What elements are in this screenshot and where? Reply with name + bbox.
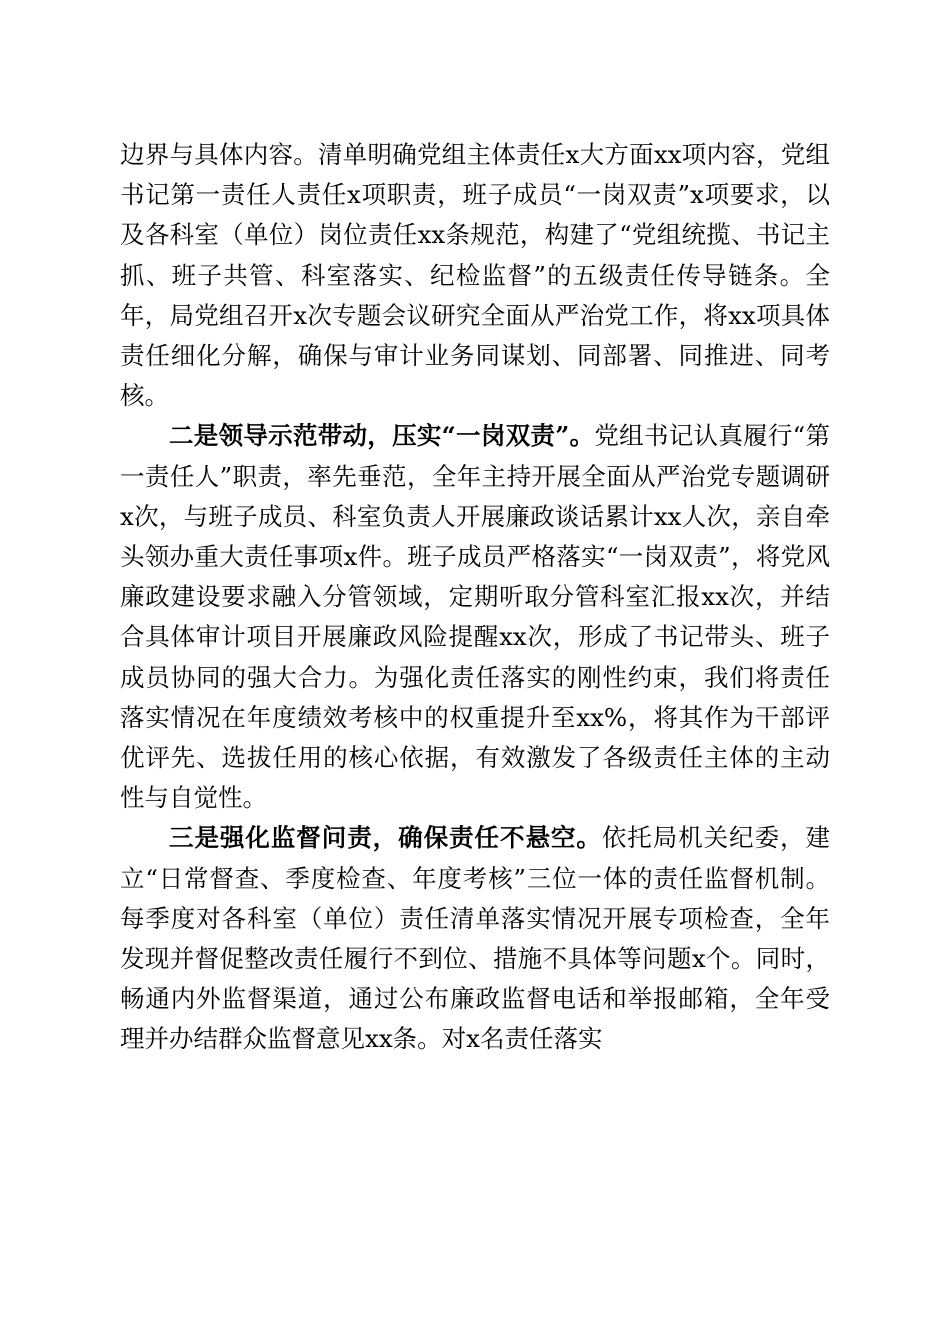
paragraph-3-lead: 三是强化监督问责，确保责任不悬空。 xyxy=(169,823,602,853)
paragraph-leadership-example xyxy=(120,416,830,818)
paragraph-1-text: 边界与具体内容。清单明确党组主体责任x大方面xx项内容，党组书记第一责任人责任x项职责，班子成员“一岗双责”x项要求，以及各科室（单位）岗位责任xx条规范，构建了“党组统揽、书记主抓、班子共管、科室落实、纪检监督”的五级责任传导链条。全年，局党组召开x次专题会议研究全面从严治党工作，将xx项具体责任细化分解，确保与审计业务同谋划、同部署、同推进、同考核。 xyxy=(120,140,830,411)
paragraph-3-text: 依托局机关纪委，建立“日常督查、季度检查、年度考核”三位一体的责任监督机制。每季度对各科室（单位）责任清单落实情况开展专项检查，全年发现并督促整改责任履行不到位、措施不具体等问题x个。同时，畅通内外监督渠道，通过公布廉政监督电话和举报邮箱，全年受理并办结群众监督意见xx条。对x名责任落实 xyxy=(120,823,831,1054)
paragraph-supervision xyxy=(120,818,830,1059)
paragraph-continued xyxy=(120,135,830,416)
paragraph-2-text: 党组书记认真履行“第一责任人”职责，率先垂范，全年主持开展全面从严治党专题调研x次，与班子成员、科室负责人开展廉政谈话累计xx人次，亲自牵头领办重大责任事项x件。班子成员严格落实“一岗双责”，将党风廉政建设要求融入分管领域，定期听取分管科室汇报xx次，并结合具体审计项目开展廉政风险提醒xx次，形成了书记带头、班子成员协同的强大合力。为强化责任落实的刚性约束，我们将责任落实情况在年度绩效考核中的权重提升至xx%，将其作为干部评优评先、选拔任用的核心依据，有效激发了各级责任主体的主动性与自觉性。 xyxy=(120,421,830,813)
document-page xyxy=(120,135,830,1060)
paragraph-2-lead: 二是领导示范带动，压实“一岗双责”。 xyxy=(169,421,595,451)
